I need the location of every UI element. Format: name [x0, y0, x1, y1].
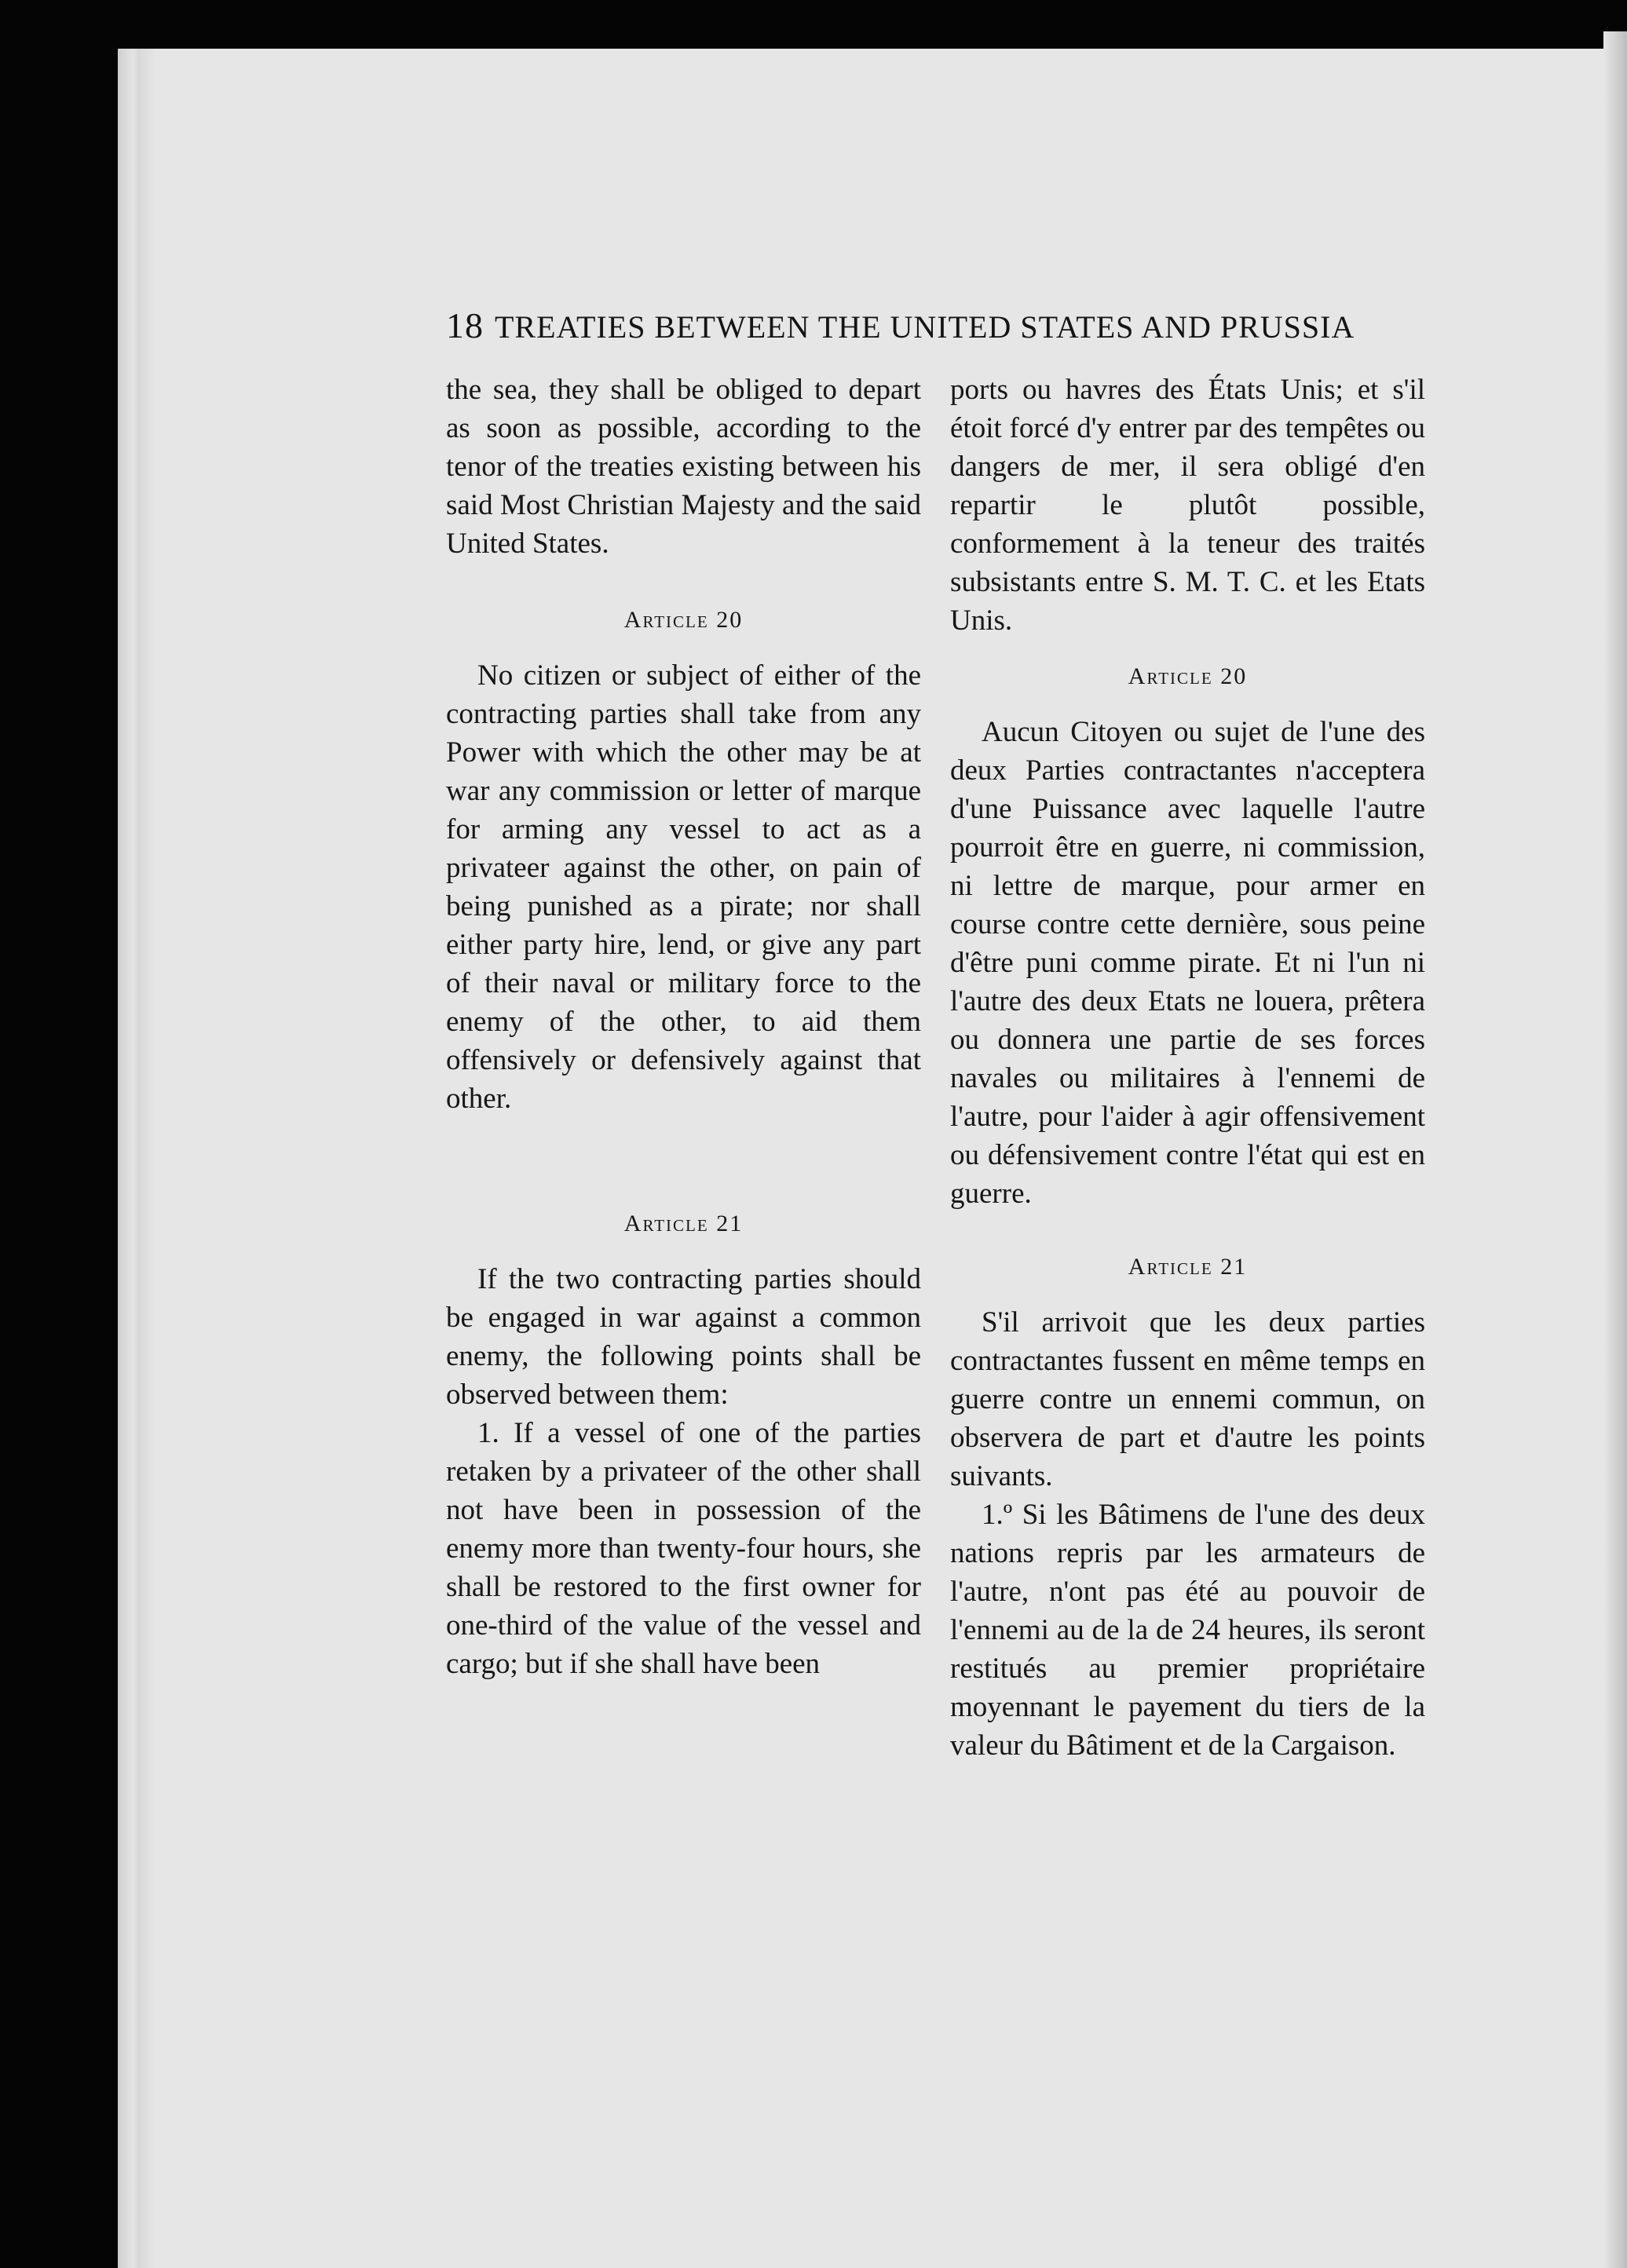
english-column — [446, 371, 921, 1683]
english-article-21-point-1: 1. If a vessel of one of the parties retaken by a privateer of the other shall not have been in possession of the enemy more than twenty-four hours, she shall be restored to the first owner for one-third of the value of the vessel and cargo; but if she shall have been — [446, 1417, 921, 1680]
french-continuation-paragraph: ports ou havres des États Unis; et s'il étoit forcé d'y entrer par des tempêtes ou dangers de mer, il sera obligé d'en repartir le plutôt possible, conformement à la teneur des traités subsistants entre S. M. T. C. et les Etats Unis. — [950, 374, 1425, 637]
english-continuation-paragraph: the sea, they shall be obliged to depart as soon as possible, according to the tenor of the treaties existing between his said Most Christian Majesty and the said United States. — [446, 374, 921, 560]
english-article-21-heading: Article 21 — [623, 1211, 744, 1236]
french-article-20-text: Aucun Citoyen ou sujet de l'une des deux Parties contractantes n'acceptera d'une Puissance avec laquelle l'autre pourroit être en guerre, ni commission, ni lettre de marque, pour armer en course contre cette dernière, sous peine d'être puni comme pirate. Et ni l'un ni l'autre des deux Etats ne louera, prêtera ou donnera une partie de ses forces navales ou militaires à l'ennemi de l'autre, pour l'aider à agir offensivement ou défensivement contre l'état qui est en guerre. — [950, 716, 1425, 1210]
page-fold-shadow — [1603, 31, 1627, 2268]
english-article-20-heading: Article 20 — [623, 607, 744, 633]
french-article-20-heading: Article 20 — [1128, 663, 1248, 689]
running-title: TREATIES BETWEEN THE UNITED STATES AND PRUSSIA — [495, 309, 1355, 345]
page-number: 18 — [446, 305, 484, 345]
french-column — [950, 371, 1425, 1765]
french-article-21-heading: Article 21 — [1128, 1254, 1248, 1280]
french-article-21-intro: S'il arrivoit que les deux parties contractantes fussent en même temps en guerre contre un ennemi commun, on observera de part et d'autre les points suivants. — [950, 1306, 1425, 1492]
english-article-21-intro: If the two contracting parties should be engaged in war against a common enemy, the following points shall be observed between them: — [446, 1263, 921, 1411]
english-article-20-text: No citizen or subject of either of the contracting parties shall take from any Power with which the other may be at war any commission or letter of marque for arming any vessel to act as a privateer against the other, on pain of being punished as a pirate; nor shall either party hire, lend, or give any part of their naval or military force to the enemy of the other, to aid them offensively or defensively against that other. — [446, 659, 921, 1115]
running-header — [446, 305, 1423, 355]
page-stack-edge — [118, 49, 155, 2268]
french-article-21-point-1: 1.º Si les Bâtimens de l'une des deux nations repris par les armateurs de l'autre, n'ont pas été au pouvoir de l'ennemi au de la de 24 heures, ils seront restitués au premier propriétaire moyennant le payement du tiers de la valeur du Bâtiment et de la Cargaison. — [950, 1499, 1425, 1762]
